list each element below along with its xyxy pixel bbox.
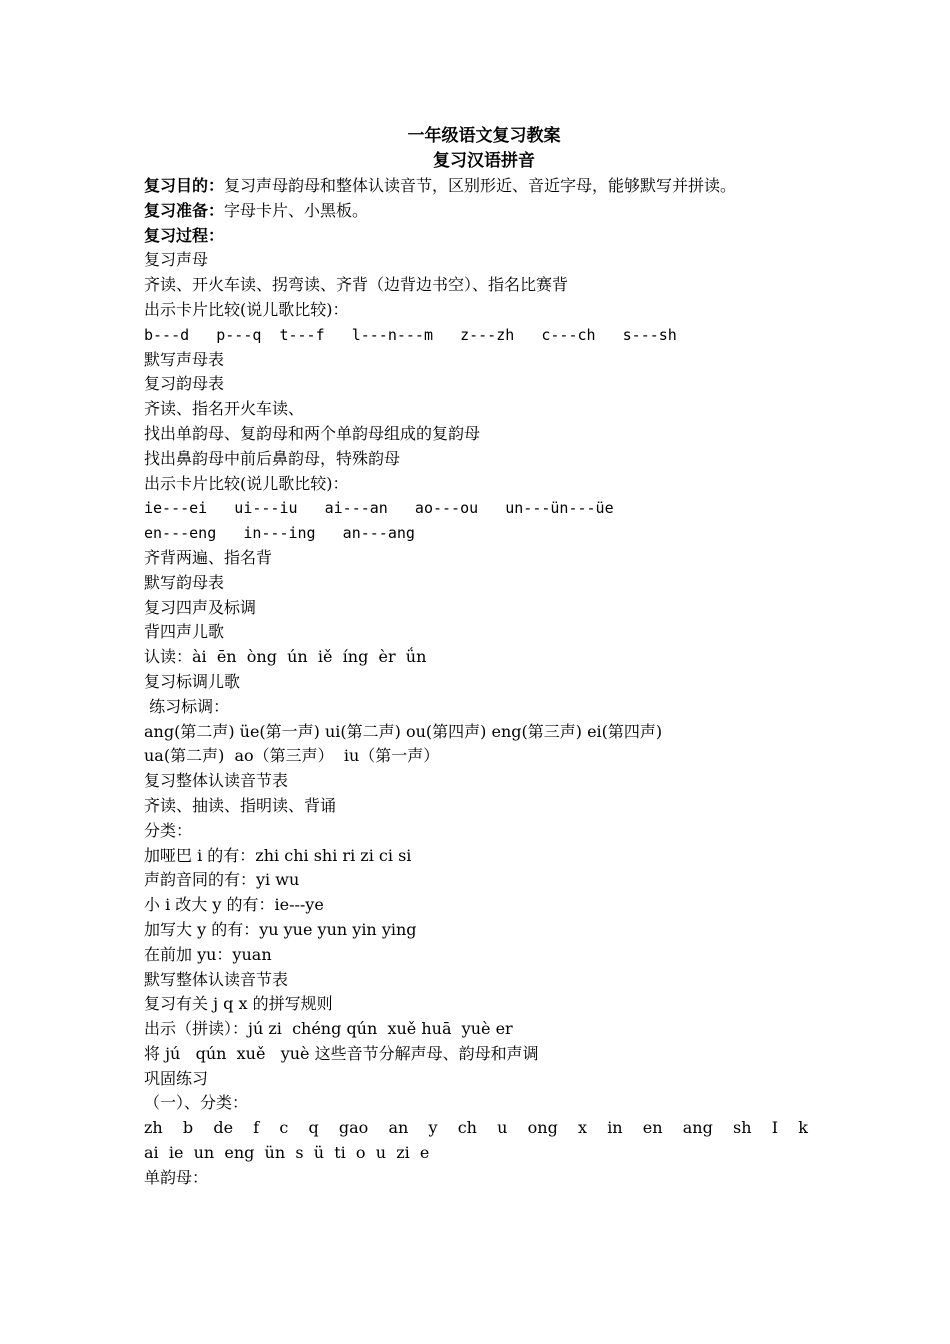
prep-label: 复习准备： [144, 200, 225, 220]
purpose-line [144, 174, 824, 199]
classify-item: f [253, 1118, 260, 1138]
body-line: 出示（拼读）：jú zi chéng qún xuě huā yuè er [144, 1019, 513, 1039]
prep-line [144, 199, 824, 224]
body-line: （一）、分类： [144, 1093, 249, 1113]
process-line [144, 224, 824, 249]
classify-item: en [642, 1118, 663, 1138]
body-line: 齐背两遍、指名背 [144, 547, 273, 567]
body-line: 齐读、指名开火车读、 [144, 399, 305, 419]
purpose-label: 复习目的： [144, 176, 225, 195]
body-line: 在前加 yu：yuan [144, 944, 272, 964]
body-line: en---eng in---ing an---ang [144, 524, 415, 543]
body-line: 默写韵母表 [144, 572, 225, 592]
body-line: 背四声儿歌 [144, 622, 225, 642]
body-line: ua(第二声) ao（第三声） iu（第一声） [144, 746, 440, 766]
classify-item: zh [144, 1118, 163, 1138]
classify-item: u [497, 1118, 508, 1138]
body-line: 找出单韵母、复韵母和两个单韵母组成的复韵母 [144, 423, 481, 443]
classify-row-1 [144, 1116, 808, 1141]
classify-row-2: ai ie un eng ün s ü ti o u zi e [144, 1143, 430, 1163]
body-line: 将 jú qún xuě yuè 这些音节分解声母、韵母和声调 [144, 1043, 539, 1063]
document-title: 一年级语文复习教案 [407, 126, 561, 146]
body-line: 齐读、抽读、指明读、背诵 [144, 795, 337, 815]
classify-item: y [428, 1118, 438, 1138]
body-line: 声韵音同的有：yi wu [144, 870, 300, 890]
body-line: 单韵母： [144, 1167, 209, 1187]
body-line: 加哑巴 i 的有：zhi chi shi ri zi ci si [144, 845, 412, 865]
body-line: 复习声母 [144, 250, 209, 270]
document-page [144, 124, 824, 1191]
process-label: 复习过程： [144, 225, 225, 245]
classify-item: k [798, 1118, 808, 1138]
body-line: 找出鼻韵母中前后鼻韵母，特殊韵母 [144, 448, 401, 468]
body-line: 复习整体认读音节表 [144, 771, 289, 791]
classify-item: ang [682, 1118, 713, 1138]
body-line: 齐读、开火车读、拐弯读、齐背（边背边书空）、指名比赛背 [144, 275, 569, 295]
body-line: ie---ei ui---iu ai---an ao---ou un---ün---üe [144, 499, 614, 518]
classify-item: x [577, 1118, 588, 1138]
classify-item: de [213, 1118, 234, 1138]
body-line: 加写大 y 的有：yu yue yun yin ying [144, 919, 417, 939]
body-line: 小 i 改大 y 的有：ie---ye [144, 895, 324, 915]
body-line: 出示卡片比较(说儿歌比较)： [144, 299, 349, 319]
classify-item: b [182, 1118, 194, 1138]
body-line: 复习标调儿歌 [144, 671, 241, 691]
classify-item: in [607, 1118, 623, 1138]
body-line: 默写整体认读音节表 [144, 969, 289, 989]
body-line: 认读：ài ēn òng ún iě íng èr ǘn [144, 647, 427, 667]
classify-item: I [771, 1118, 779, 1138]
body-line: b---d p---q t---f l---n---m z---zh c---ch s---sh [144, 325, 677, 344]
body-line: 出示卡片比较(说儿歌比较)： [144, 473, 349, 493]
classify-item: gao [338, 1118, 369, 1138]
body-line: 分类： [144, 820, 193, 840]
body-line: 复习有关 j q x 的拼写规则 [144, 994, 333, 1014]
body-line: 复习韵母表 [144, 374, 225, 394]
classify-item: q [308, 1118, 319, 1138]
classify-item: sh [733, 1118, 752, 1138]
classify-item: ong [527, 1118, 558, 1138]
body-line: 默写声母表 [144, 349, 225, 369]
prep-text: 字母卡片、小黑板。 [224, 200, 369, 220]
purpose-text: 复习声母韵母和整体认读音节，区别形近、音近字母，能够默写并拼读。 [224, 176, 737, 195]
body-line: 巩固练习 [144, 1068, 209, 1088]
document-subtitle: 复习汉语拼音 [433, 151, 535, 171]
body-line: 练习标调： [144, 696, 230, 716]
body-line: 复习四声及标调 [144, 597, 257, 617]
tone-practice-line: ang(第二声) üe(第一声) ui(第二声) ou(第四声) eng(第三声) ei(第四声) [144, 721, 663, 741]
classify-item: ch [457, 1118, 477, 1138]
classify-item: c [279, 1118, 289, 1138]
classify-item: an [388, 1118, 409, 1138]
